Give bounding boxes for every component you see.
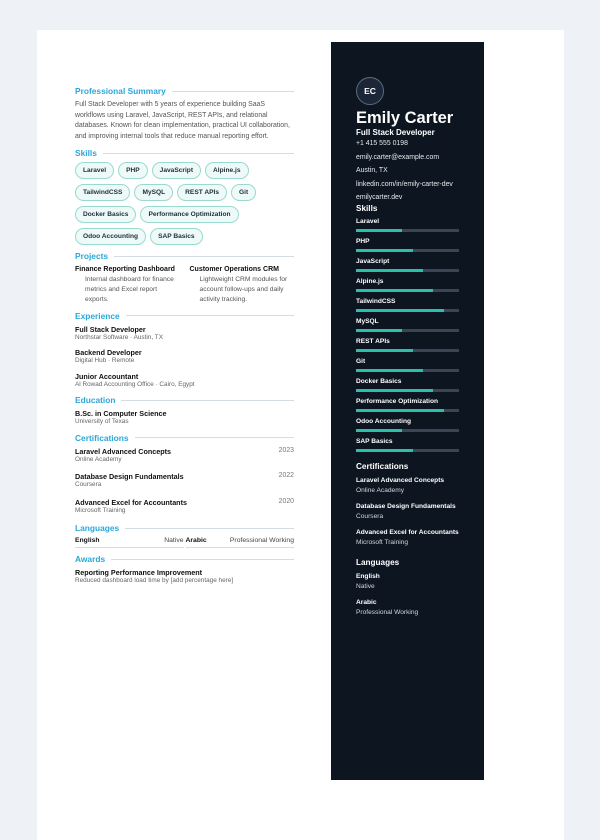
cert-title: Advanced Excel for Accountants xyxy=(75,497,187,507)
avatar: EC xyxy=(356,77,384,105)
skill-bar-item xyxy=(356,218,459,232)
language-item xyxy=(75,537,184,548)
sidebar-language-name: English xyxy=(356,572,380,580)
certification-item xyxy=(75,472,294,490)
main-column xyxy=(75,80,294,592)
project-item xyxy=(190,265,295,305)
language-item xyxy=(186,537,295,548)
skill-bar-track xyxy=(356,229,459,232)
skill-bar-item xyxy=(356,338,459,352)
sidebar-cert-title: Laravel Advanced Concepts xyxy=(356,476,445,484)
experience-item xyxy=(75,348,294,366)
project-description: Lightweight CRM modules for account follow-ups and daily activity tracking. xyxy=(199,275,288,303)
sidebar-language-name: Arabic xyxy=(356,598,377,606)
skill-bar-item xyxy=(356,418,459,432)
projects-heading: Projects xyxy=(75,251,294,261)
skill-bar-item xyxy=(356,378,459,392)
project-list xyxy=(75,265,294,305)
cert-title: Database Design Fundamentals xyxy=(75,472,184,482)
skill-bar-fill xyxy=(356,349,413,352)
skill-bar-track xyxy=(356,329,459,332)
phone-text: +1 415 555 0198 xyxy=(356,140,408,147)
skill-bar-track xyxy=(356,269,459,272)
skill-bar-item xyxy=(356,398,459,412)
skill-bar-label: REST APIs xyxy=(356,337,390,345)
skill-bar-track xyxy=(356,449,459,452)
skill-chip: SAP Basics xyxy=(150,228,203,245)
sidebar-language-item xyxy=(356,572,459,592)
skill-bar-fill xyxy=(356,429,402,432)
skill-bar-fill xyxy=(356,449,413,452)
skill-chip: JavaScript xyxy=(152,162,201,179)
skill-bar-label: Docker Basics xyxy=(356,377,402,385)
language-name: Arabic xyxy=(185,537,207,545)
project-title: Finance Reporting Dashboard xyxy=(75,266,175,274)
project-description: Internal dashboard for finance metrics and Excel report exports. xyxy=(85,275,174,303)
certification-item xyxy=(75,498,294,516)
job-title: Full Stack Developer xyxy=(75,324,146,334)
skill-bar-item xyxy=(356,358,459,372)
sidebar-cert-item xyxy=(356,502,459,522)
candidate-name: Emily Carter xyxy=(356,109,454,127)
school-name: University of Texas xyxy=(75,418,129,426)
skills-heading: Skills xyxy=(75,148,294,158)
skill-bar-label: JavaScript xyxy=(356,257,390,265)
cert-year: 2020 xyxy=(278,497,294,505)
job-company: Northstar Software · Austin, TX xyxy=(75,333,163,341)
skill-bar-track xyxy=(356,309,459,312)
skill-chip: Docker Basics xyxy=(75,206,136,223)
skill-bar-fill xyxy=(356,409,444,412)
skill-bar-fill xyxy=(356,249,413,252)
skill-bar-fill xyxy=(356,389,433,392)
skill-bar-label: Performance Optimization xyxy=(356,397,439,405)
skill-bar-label: TailwindCSS xyxy=(356,297,396,305)
language-level: Professional Working xyxy=(229,537,294,545)
skill-bar-label: Alpine.js xyxy=(356,277,384,285)
skill-bar-label: Odoo Accounting xyxy=(356,417,412,425)
skill-bar-track xyxy=(356,429,459,432)
skill-bar-track xyxy=(356,289,459,292)
sidebar-cert-issuer: Online Academy xyxy=(356,486,405,494)
award-title: Reporting Performance Improvement xyxy=(75,568,203,578)
email-link[interactable]: emily.carter@example.com xyxy=(356,153,440,161)
cert-issuer: Online Academy xyxy=(75,455,122,463)
job-company: Al Rowad Accounting Office · Cairo, Egypt xyxy=(75,380,195,388)
skill-bar-item xyxy=(356,438,459,452)
skill-bar-track xyxy=(356,249,459,252)
skill-bar-track xyxy=(356,409,459,412)
location-text: Austin, TX xyxy=(356,167,388,174)
job-title: Junior Accountant xyxy=(75,371,139,381)
skill-bar-item xyxy=(356,318,459,332)
certification-item xyxy=(75,447,294,465)
skill-bar-item xyxy=(356,258,459,272)
cert-issuer: Microsoft Training xyxy=(75,506,126,514)
language-level: Native xyxy=(164,537,184,545)
skill-bar-track xyxy=(356,389,459,392)
project-item xyxy=(75,265,180,305)
sidebar-cert-item xyxy=(356,476,459,496)
sidebar-language-level: Professional Working xyxy=(356,608,419,616)
skill-bar-fill xyxy=(356,329,402,332)
linkedin-link[interactable]: linkedin.com/in/emily-carter-dev xyxy=(356,180,453,188)
skill-bar-item xyxy=(356,238,459,252)
experience-heading: Experience xyxy=(75,311,294,321)
sidebar-languages-heading: Languages xyxy=(356,557,400,567)
skill-chip: PHP xyxy=(118,162,148,179)
skill-bar-label: PHP xyxy=(356,237,370,245)
awards-heading: Awards xyxy=(75,554,294,564)
certifications-heading: Certifications xyxy=(75,433,294,443)
summary-heading: Professional Summary xyxy=(75,86,294,96)
degree-title: B.Sc. in Computer Science xyxy=(75,409,167,419)
summary-text: Full Stack Developer with 5 years of experience building SaaS workflows using Laravel, JavaScript, REST APIs, and relational databases. Known for clean implementation, practical UI collaboration, and improving internal tools that reduce manual reporting effort. xyxy=(75,101,290,140)
experience-item xyxy=(75,372,294,390)
candidate-role: Full Stack Developer xyxy=(356,128,435,137)
website-link[interactable]: emilycarter.dev xyxy=(356,194,403,201)
skill-chip: Git xyxy=(231,184,256,201)
cert-year: 2022 xyxy=(278,472,294,480)
sidebar-cert-issuer: Coursera xyxy=(356,512,384,520)
sidebar-language-item xyxy=(356,598,459,618)
sidebar-cert-item xyxy=(356,528,459,548)
award-description: Reduced dashboard load time by [add percentage here] xyxy=(75,577,234,585)
sidebar-cert-issuer: Microsoft Training xyxy=(356,538,409,546)
skill-chip: MySQL xyxy=(134,184,173,201)
contact-info xyxy=(356,138,459,204)
language-list xyxy=(75,537,294,548)
skill-chip: Performance Optimization xyxy=(140,206,238,223)
sidebar-cert-title: Database Design Fundamentals xyxy=(356,502,456,510)
skill-bars xyxy=(356,218,459,452)
languages-heading: Languages xyxy=(75,523,294,533)
education-heading: Education xyxy=(75,395,294,405)
education-item xyxy=(75,409,294,427)
cert-title: Laravel Advanced Concepts xyxy=(75,446,171,456)
project-title: Customer Operations CRM xyxy=(189,266,279,274)
skill-bar-track xyxy=(356,349,459,352)
skill-bar-fill xyxy=(356,229,402,232)
language-name: English xyxy=(75,537,100,545)
skill-bar-fill xyxy=(356,269,423,272)
skill-bar-track xyxy=(356,369,459,372)
sidebar-certs-heading: Certifications xyxy=(356,461,409,471)
skill-chip: Laravel xyxy=(75,162,114,179)
skill-bar-item xyxy=(356,298,459,312)
skill-chip: Alpine.js xyxy=(205,162,248,179)
cert-issuer: Coursera xyxy=(75,481,102,489)
skill-bar-fill xyxy=(356,369,423,372)
sidebar-skills-heading: Skills xyxy=(356,203,378,213)
sidebar-language-level: Native xyxy=(356,582,375,590)
sidebar-cert-title: Advanced Excel for Accountants xyxy=(356,528,459,536)
skill-bar-item xyxy=(356,278,459,292)
job-company: Digital Hub · Remote xyxy=(75,357,135,365)
skill-chip: REST APIs xyxy=(177,184,227,201)
skill-bar-label: SAP Basics xyxy=(356,437,393,445)
skill-bar-label: MySQL xyxy=(356,317,379,325)
job-title: Backend Developer xyxy=(75,348,142,358)
skill-bar-fill xyxy=(356,309,444,312)
skill-chip: Odoo Accounting xyxy=(75,228,146,245)
skill-bar-fill xyxy=(356,289,433,292)
sidebar xyxy=(331,42,484,780)
skill-bar-label: Git xyxy=(356,357,366,365)
award-item xyxy=(75,568,294,586)
experience-item xyxy=(75,325,294,343)
skill-chip: TailwindCSS xyxy=(75,184,130,201)
cert-year: 2023 xyxy=(278,446,294,454)
skill-chips xyxy=(75,162,260,245)
skill-bar-label: Laravel xyxy=(356,217,380,225)
